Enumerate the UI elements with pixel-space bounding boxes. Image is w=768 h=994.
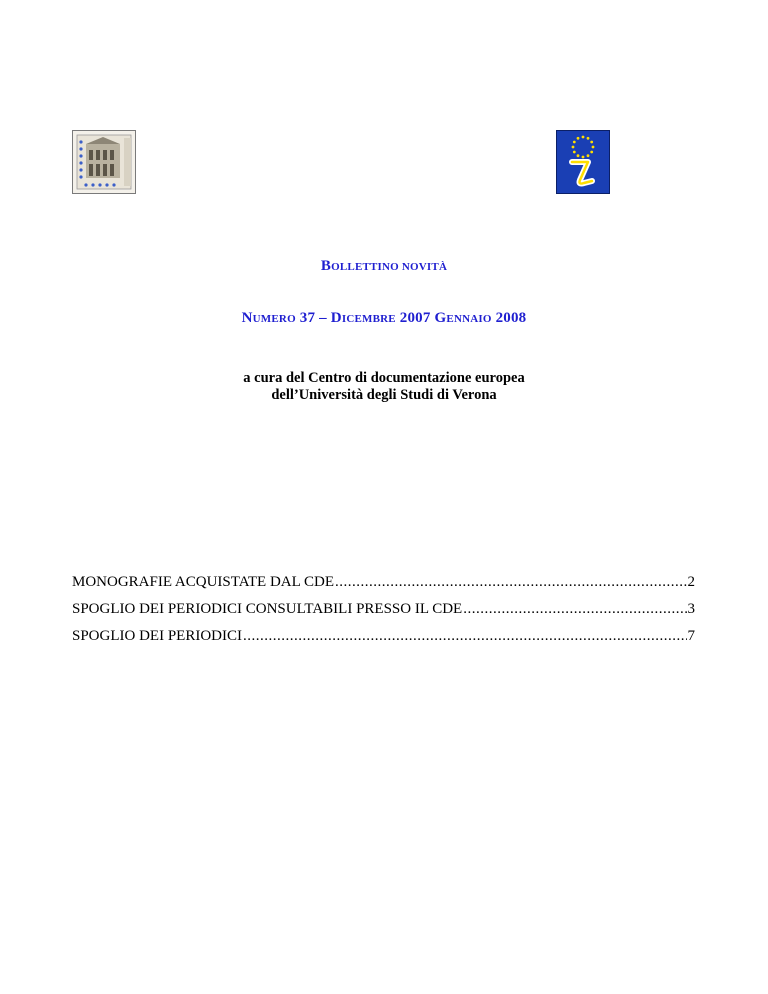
bulletin-title: BOLLETTINO NOVITÀ — [320, 258, 448, 274]
university-stamp-logo — [72, 130, 136, 194]
toc-entry-spoglio-periodici[interactable] — [72, 628, 695, 655]
toc-entry-monografie[interactable] — [72, 574, 695, 601]
curator-line-2: dell’Università degli Studi di Verona — [271, 387, 497, 403]
issue-title: NUMERO 37 – DICEMBRE 2007 GENNAIO 2008 — [241, 310, 527, 326]
toc-entry-spoglio-consultabili[interactable] — [72, 601, 695, 628]
curator-credit — [0, 370, 768, 404]
toc-label: SPOGLIO DEI PERIODICI — [72, 628, 242, 644]
toc-leader-dots — [335, 574, 687, 591]
toc-label: MONOGRAFIE ACQUISTATE DAL CDE — [72, 574, 334, 590]
toc-page-number: 3 — [687, 601, 695, 617]
curator-line-1: a cura del Centro di documentazione europea — [243, 370, 525, 386]
toc-leader-dots — [463, 601, 686, 618]
toc-leader-dots — [243, 628, 687, 645]
toc-label: SPOGLIO DEI PERIODICI CONSULTABILI PRESSO IL CDE — [72, 601, 463, 617]
table-of-contents — [72, 574, 695, 655]
toc-page-number: 2 — [687, 574, 695, 590]
eu-information-logo — [556, 130, 610, 194]
issue-number: 37 – — [299, 310, 327, 326]
toc-page-number: 7 — [687, 628, 695, 644]
